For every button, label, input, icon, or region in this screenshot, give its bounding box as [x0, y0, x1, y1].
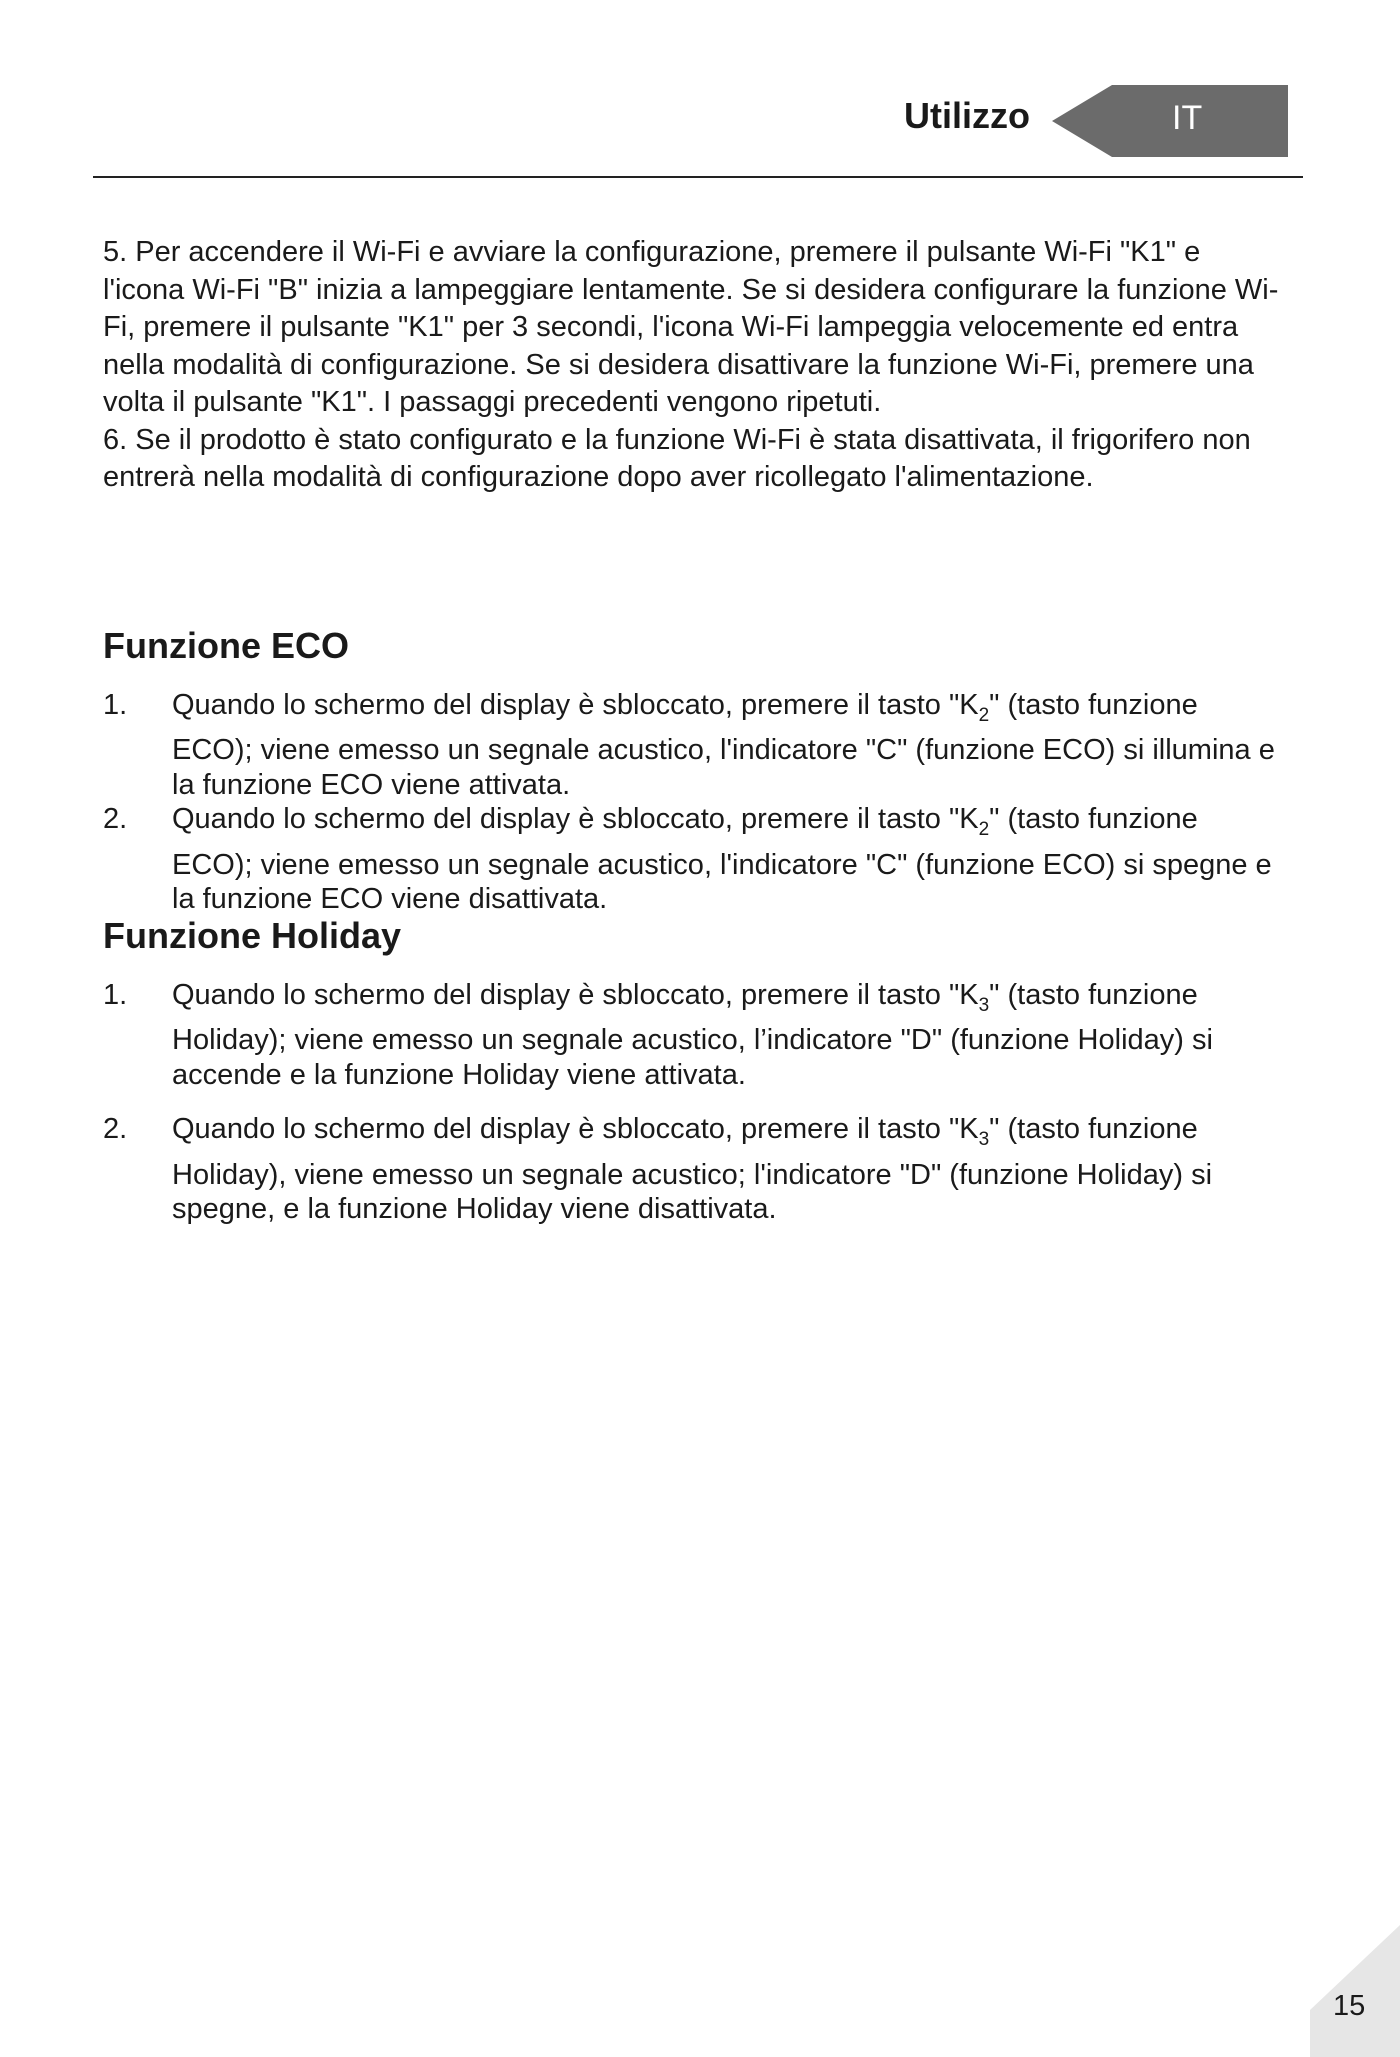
- page-number: 15: [1333, 1990, 1366, 2022]
- language-tab-shape: [1052, 85, 1288, 157]
- language-label: IT: [1172, 99, 1203, 137]
- eco-heading: Funzione ECO: [103, 625, 349, 666]
- language-tab: [1052, 85, 1288, 157]
- instruction-5: 5. Per accendere il Wi-Fi e avviare la configurazione, premere il pulsante Wi-Fi "K1" e l'icona Wi-Fi "B" inizia a lampeggiare lentamente. Se si desidera configurare la funzione Wi-Fi, premere il pulsante "K1" per 3 secondi, l'icona Wi-Fi lampeggia velocemente ed entra nella modalità di configurazione. Se si desidera disattivare la funzione Wi-Fi, premere una volta il pulsante "K1". I passaggi precedenti vengono ripetuti.: [103, 236, 1279, 418]
- wifi-instructions: [103, 234, 1283, 497]
- eco-list: [103, 688, 1283, 917]
- list-item: 1. Quando lo schermo del display è sbloccato, premere il tasto "$K_2$" (tasto funzione ECO); viene emesso un segnale acustico, l'indicatore "C" (funzione ECO) si illumina e la funzione ECO viene attivata.: [103, 689, 1275, 801]
- list-number: 1.: [103, 979, 128, 1011]
- list-item: 2. Quando lo schermo del display è sbloccato, premere il tasto "$K_2$" (tasto funzione ECO); viene emesso un segnale acustico, l'indicatore "C" (funzione ECO) si spegne e la funzione ECO viene disattivata.: [103, 803, 1272, 916]
- list-item: 2. Quando lo schermo del display è sbloccato, premere il tasto "$K_3$" (tasto funzione Holiday), viene emesso un segnale acustico; l'indicatore "D" (funzione Holiday) si spegne, e la funzione Holiday viene disattivata.: [103, 1113, 1213, 1226]
- list-number: 2.: [103, 803, 128, 836]
- instruction-6: 6. Se il prodotto è stato configurato e la funzione Wi-Fi è stata disattivata, il frigorifero non entrerà nella modalità di configurazione dopo aver ricollegato l'alimentazione.: [103, 423, 1251, 493]
- list-number: 2.: [103, 1113, 128, 1146]
- holiday-list: [103, 978, 1283, 1227]
- list-item: 1. Quando lo schermo del display è sbloccato, premere il tasto "$K_3$" (tasto funzione Holiday); viene emesso un segnale acustico, l’indicatore "D" (funzione Holiday) si accende e la funzione Holiday viene attivata.: [103, 979, 1213, 1091]
- section-title: Utilizzo: [904, 95, 1030, 136]
- header-divider: [93, 176, 1303, 178]
- list-number: 1.: [103, 689, 128, 721]
- holiday-heading: Funzione Holiday: [103, 915, 402, 956]
